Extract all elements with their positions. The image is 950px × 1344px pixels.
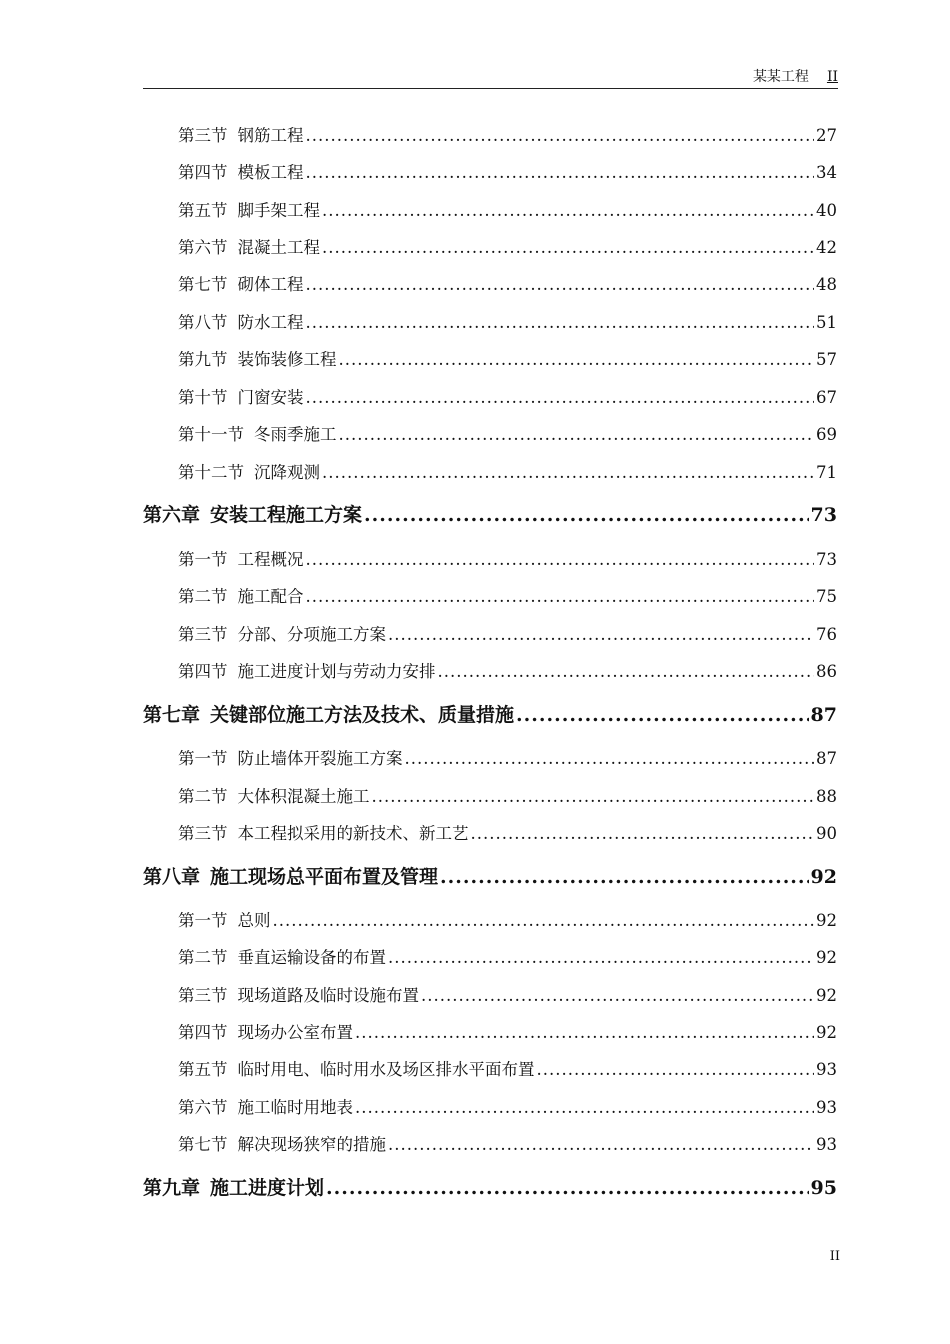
toc-section-entry[interactable]: [178, 820, 837, 844]
toc-leader-dots: [306, 163, 815, 182]
toc-section-entry[interactable]: [178, 944, 837, 968]
footer-page-number: II: [829, 1249, 840, 1264]
toc-entry-page: 51: [816, 313, 837, 332]
toc-section-entry[interactable]: [178, 907, 837, 931]
toc-entry-number: 第九章: [143, 1177, 201, 1199]
toc-leader-dots: [322, 463, 814, 482]
toc-entry-title: 关键部位施工方法及技术、质量措施: [210, 704, 515, 726]
toc-entry-label: [143, 700, 514, 727]
toc-section-entry[interactable]: [178, 384, 837, 408]
toc-entry-page: 42: [816, 238, 837, 257]
toc-leader-dots: [537, 1060, 815, 1079]
toc-entry-title: 砌体工程: [237, 275, 304, 294]
toc-leader-dots: [388, 948, 814, 967]
toc-entry-label: [178, 658, 436, 682]
toc-entry-title: 防水工程: [237, 313, 304, 332]
toc-entry-page: 67: [816, 388, 837, 407]
header-page-number: II: [826, 69, 838, 85]
toc-entry-page: 92: [810, 866, 837, 888]
toc-entry-page: 87: [810, 704, 837, 726]
toc-leader-dots: [438, 662, 815, 681]
toc-entry-title: 门窗安装: [237, 388, 304, 407]
toc-entry-title: 施工进度计划: [210, 1177, 325, 1199]
toc-entry-label: [178, 1131, 386, 1155]
toc-entry-title: 解决现场狭窄的措施: [237, 1135, 386, 1154]
toc-entry-label: [178, 907, 271, 931]
toc-entry-label: [143, 500, 362, 527]
toc-leader-dots: [355, 1098, 814, 1117]
toc-leader-dots: [405, 749, 815, 768]
toc-entry-label: [178, 346, 337, 370]
toc-entry-label: [178, 197, 320, 221]
toc-leader-dots: [306, 587, 815, 606]
toc-entry-page: 93: [816, 1135, 837, 1154]
toc-entry-page: 90: [816, 824, 837, 843]
toc-entry-page: 92: [816, 986, 837, 1005]
toc-entry-label: [178, 159, 304, 183]
toc-section-entry[interactable]: [178, 583, 837, 607]
toc-entry-label: [178, 309, 304, 333]
toc-entry-label: [178, 546, 304, 570]
toc-entry-label: [178, 234, 320, 258]
toc-entry-page: 92: [816, 911, 837, 930]
toc-entry-page: 95: [810, 1177, 837, 1199]
toc-section-entry[interactable]: [178, 1019, 837, 1043]
toc-section-entry[interactable]: [178, 982, 837, 1006]
toc-entry-title: 施工配合: [237, 587, 304, 606]
toc-leader-dots: [372, 787, 815, 806]
toc-section-entry[interactable]: [178, 159, 837, 183]
toc-leader-dots: [273, 911, 815, 930]
toc-leader-dots: [339, 350, 815, 369]
toc-entry-page: 93: [816, 1060, 837, 1079]
toc-entry-number: 第二节: [178, 787, 228, 806]
toc-chapter-entry[interactable]: [143, 1173, 837, 1200]
toc-entry-page: 48: [816, 275, 837, 294]
toc-entry-number: 第一节: [178, 911, 228, 930]
toc-entry-number: 第五节: [178, 1060, 228, 1079]
toc-entry-number: 第九节: [178, 350, 228, 369]
page-header: [143, 66, 838, 89]
toc-entry-title: 施工临时用地表: [237, 1098, 353, 1117]
toc-section-entry[interactable]: [178, 122, 837, 146]
toc-entry-label: [178, 944, 386, 968]
toc-entry-number: 第四节: [178, 1023, 228, 1042]
toc-section-entry[interactable]: [178, 1056, 837, 1080]
toc-leader-dots: [326, 1177, 809, 1199]
toc-entry-page: 73: [816, 550, 837, 569]
toc-entry-number: 第六节: [178, 238, 228, 257]
toc-entry-number: 第七节: [178, 1135, 228, 1154]
toc-section-entry[interactable]: [178, 1131, 837, 1155]
toc-entry-page: 92: [816, 1023, 837, 1042]
toc-entry-title: 总则: [237, 911, 271, 930]
toc-section-entry[interactable]: [178, 197, 837, 221]
toc-section-entry[interactable]: [178, 459, 837, 483]
toc-entry-page: 92: [816, 948, 837, 967]
toc-entry-label: [178, 621, 386, 645]
toc-entry-page: 71: [816, 463, 837, 482]
toc-leader-dots: [306, 550, 815, 569]
toc-entry-number: 第三节: [178, 625, 228, 644]
toc-leader-dots: [388, 1135, 814, 1154]
toc-entry-title: 临时用电、临时用水及场区排水平面布置: [237, 1060, 535, 1079]
toc-entry-number: 第八章: [143, 866, 201, 888]
toc-chapter-entry[interactable]: [143, 700, 837, 727]
toc-leader-dots: [421, 986, 814, 1005]
toc-entry-title: 装饰装修工程: [237, 350, 337, 369]
toc-entry-title: 冬雨季施工: [254, 425, 337, 444]
toc-entry-number: 第十一节: [178, 425, 244, 444]
toc-entry-number: 第六节: [178, 1098, 228, 1117]
toc-entry-title: 垂直运输设备的布置: [237, 948, 386, 967]
toc-entry-label: [178, 1056, 535, 1080]
toc-leader-dots: [339, 425, 815, 444]
toc-entry-page: 40: [816, 201, 837, 220]
toc-section-entry[interactable]: [178, 421, 837, 445]
toc-entry-title: 模板工程: [237, 163, 304, 182]
toc-leader-dots: [306, 388, 815, 407]
toc-entry-page: 57: [816, 350, 837, 369]
toc-entry-label: [178, 745, 403, 769]
toc-entry-page: 75: [816, 587, 837, 606]
toc-entry-number: 第四节: [178, 163, 228, 182]
toc-entry-title: 防止墙体开裂施工方案: [237, 749, 403, 768]
toc-entry-label: [178, 384, 304, 408]
toc-entry-label: [143, 1173, 324, 1200]
toc-entry-label: [178, 271, 304, 295]
toc-leader-dots: [471, 824, 815, 843]
toc-section-entry[interactable]: [178, 658, 837, 682]
toc-entry-title: 工程概况: [237, 550, 304, 569]
toc-entry-label: [178, 122, 304, 146]
header-title: 某某工程: [752, 69, 809, 85]
toc-leader-dots: [306, 126, 815, 145]
toc-section-entry[interactable]: [178, 621, 837, 645]
toc-entry-number: 第七节: [178, 275, 228, 294]
toc-entry-title: 施工现场总平面布置及管理: [210, 866, 439, 888]
toc-entry-page: 73: [810, 504, 837, 526]
toc-entry-number: 第四节: [178, 662, 228, 681]
toc-entry-title: 现场办公室布置: [237, 1023, 353, 1042]
toc-leader-dots: [355, 1023, 814, 1042]
toc-leader-dots: [306, 275, 815, 294]
toc-entry-number: 第五节: [178, 201, 228, 220]
toc-entry-number: 第十节: [178, 388, 228, 407]
toc-entry-number: 第一节: [178, 749, 228, 768]
toc-entry-number: 第二节: [178, 587, 228, 606]
toc-leader-dots: [306, 313, 815, 332]
toc-entry-title: 混凝土工程: [237, 238, 320, 257]
toc-entry-number: 第三节: [178, 824, 228, 843]
toc-entry-label: [178, 783, 370, 807]
toc-entry-label: [178, 459, 320, 483]
toc-leader-dots: [516, 704, 809, 726]
toc-entry-title: 钢筋工程: [237, 126, 304, 145]
toc-entry-number: 第十二节: [178, 463, 244, 482]
toc-section-entry[interactable]: [178, 783, 837, 807]
toc-entry-page: 27: [816, 126, 837, 145]
toc-entry-number: 第三节: [178, 986, 228, 1005]
toc-entry-title: 脚手架工程: [237, 201, 320, 220]
toc-entry-title: 沉降观测: [254, 463, 320, 482]
toc-section-entry[interactable]: [178, 546, 837, 570]
toc-entry-title: 本工程拟采用的新技术、新工艺: [237, 824, 469, 843]
toc-section-entry[interactable]: [178, 309, 837, 333]
toc-section-entry[interactable]: [178, 346, 837, 370]
toc-entry-page: 76: [816, 625, 837, 644]
toc-entry-label: [178, 583, 304, 607]
toc-entry-page: 34: [816, 163, 837, 182]
toc-section-entry[interactable]: [178, 1094, 837, 1118]
toc-entry-page: 88: [816, 787, 837, 806]
toc-entry-label: [178, 1019, 353, 1043]
toc-section-entry[interactable]: [178, 234, 837, 258]
toc-entry-page: 87: [816, 749, 837, 768]
toc-entry-page: 93: [816, 1098, 837, 1117]
toc-entry-number: 第六章: [143, 504, 201, 526]
toc-entry-number: 第二节: [178, 948, 228, 967]
toc-entry-number: 第八节: [178, 313, 228, 332]
toc-leader-dots: [322, 238, 814, 257]
toc-entry-title: 安装工程施工方案: [210, 504, 363, 526]
toc-entry-label: [178, 982, 419, 1006]
toc-entry-number: 第三节: [178, 126, 228, 145]
toc-entry-page: 69: [816, 425, 837, 444]
toc-section-entry[interactable]: [178, 271, 837, 295]
toc-entry-number: 第七章: [143, 704, 201, 726]
toc-entry-title: 现场道路及临时设施布置: [237, 986, 419, 1005]
toc-entry-label: [143, 862, 438, 889]
toc-entry-label: [178, 1094, 353, 1118]
toc-chapter-entry[interactable]: [143, 500, 837, 527]
page-footer: [0, 1249, 840, 1264]
toc-entry-label: [178, 421, 337, 445]
toc-entry-title: 大体积混凝土施工: [237, 787, 370, 806]
toc-entry-title: 施工进度计划与劳动力安排: [237, 662, 436, 681]
toc-chapter-entry[interactable]: [143, 862, 837, 889]
toc-entry-page: 86: [816, 662, 837, 681]
toc-entry-title: 分部、分项施工方案: [237, 625, 386, 644]
toc-entry-label: [178, 820, 469, 844]
toc-leader-dots: [322, 201, 814, 220]
toc-section-entry[interactable]: [178, 745, 837, 769]
toc-entry-number: 第一节: [178, 550, 228, 569]
toc-leader-dots: [440, 866, 809, 888]
toc-leader-dots: [364, 504, 809, 526]
toc-leader-dots: [388, 625, 814, 644]
